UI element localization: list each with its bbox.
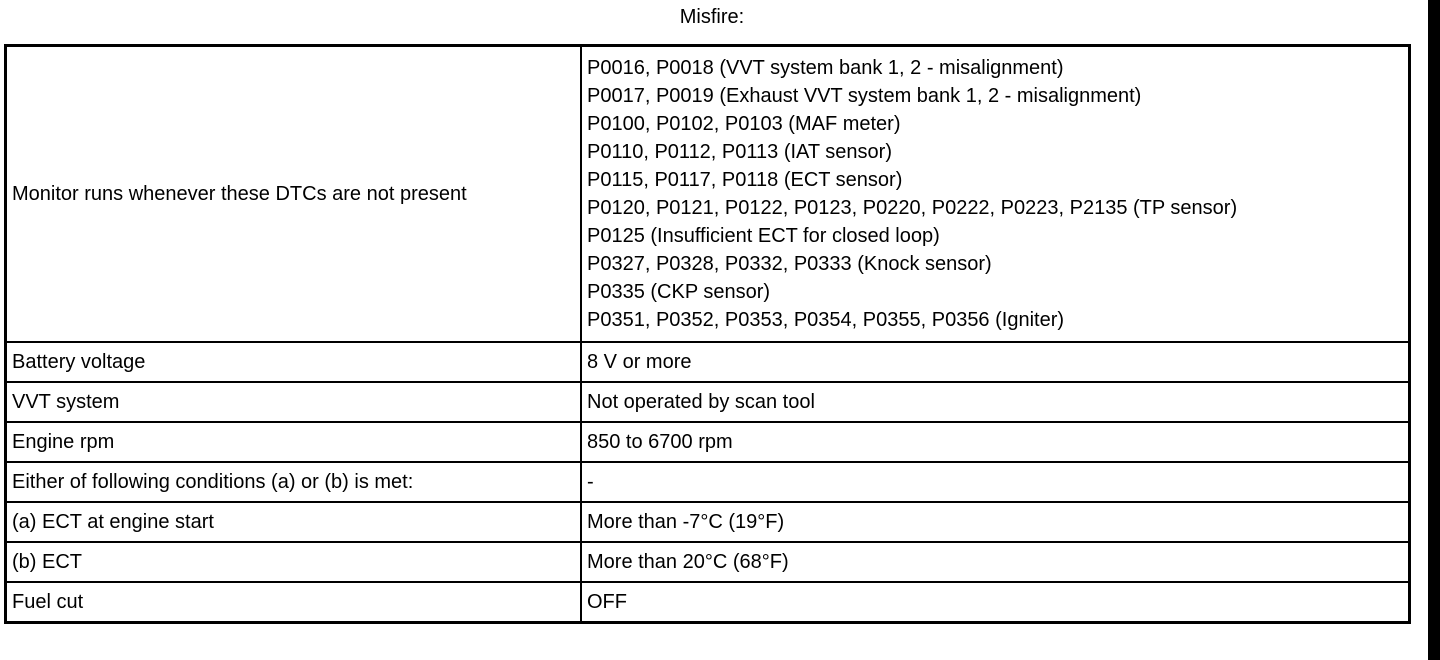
table-row	[6, 502, 1410, 542]
condition-value: 8 V or more	[581, 342, 1410, 382]
dtc-item: P0327, P0328, P0332, P0333 (Knock sensor)	[587, 253, 992, 275]
condition-value: More than 20°C (68°F)	[581, 542, 1410, 582]
table-row	[6, 582, 1410, 623]
condition-label: Fuel cut	[6, 582, 582, 623]
condition-label: (a) ECT at engine start	[6, 502, 582, 542]
page-title: Misfire:	[679, 6, 745, 28]
condition-value: OFF	[581, 582, 1410, 623]
dtc-list	[581, 46, 1410, 343]
dtc-item: P0017, P0019 (Exhaust VVT system bank 1, 2 - misalignment)	[587, 85, 1142, 107]
condition-label: Battery voltage	[6, 342, 582, 382]
condition-value: More than -7°C (19°F)	[581, 502, 1410, 542]
condition-value: 850 to 6700 rpm	[581, 422, 1410, 462]
table-row	[6, 542, 1410, 582]
condition-label: Monitor runs whenever these DTCs are not present	[6, 46, 582, 343]
page-edge-bar	[1428, 0, 1440, 660]
dtc-item: P0351, P0352, P0353, P0354, P0355, P0356 (Igniter)	[587, 309, 1065, 331]
condition-label: Either of following conditions (a) or (b) is met:	[6, 462, 582, 502]
dtc-item: P0016, P0018 (VVT system bank 1, 2 - misalignment)	[587, 57, 1064, 79]
condition-label: Engine rpm	[6, 422, 582, 462]
table-row	[6, 46, 1410, 343]
condition-value: Not operated by scan tool	[581, 382, 1410, 422]
table-row	[6, 382, 1410, 422]
dtc-item: P0335 (CKP sensor)	[587, 281, 771, 303]
condition-label: (b) ECT	[6, 542, 582, 582]
condition-value: -	[581, 462, 1410, 502]
table-row	[6, 462, 1410, 502]
dtc-item: P0110, P0112, P0113 (IAT sensor)	[587, 141, 892, 163]
table-row	[6, 422, 1410, 462]
dtc-item: P0100, P0102, P0103 (MAF meter)	[587, 113, 901, 135]
dtc-item: P0125 (Insufficient ECT for closed loop)	[587, 225, 940, 247]
table-row	[6, 342, 1410, 382]
dtc-item: P0115, P0117, P0118 (ECT sensor)	[587, 169, 903, 191]
dtc-item: P0120, P0121, P0122, P0123, P0220, P0222, P0223, P2135 (TP sensor)	[587, 197, 1238, 219]
condition-label: VVT system	[6, 382, 582, 422]
conditions-table	[4, 44, 1411, 624]
